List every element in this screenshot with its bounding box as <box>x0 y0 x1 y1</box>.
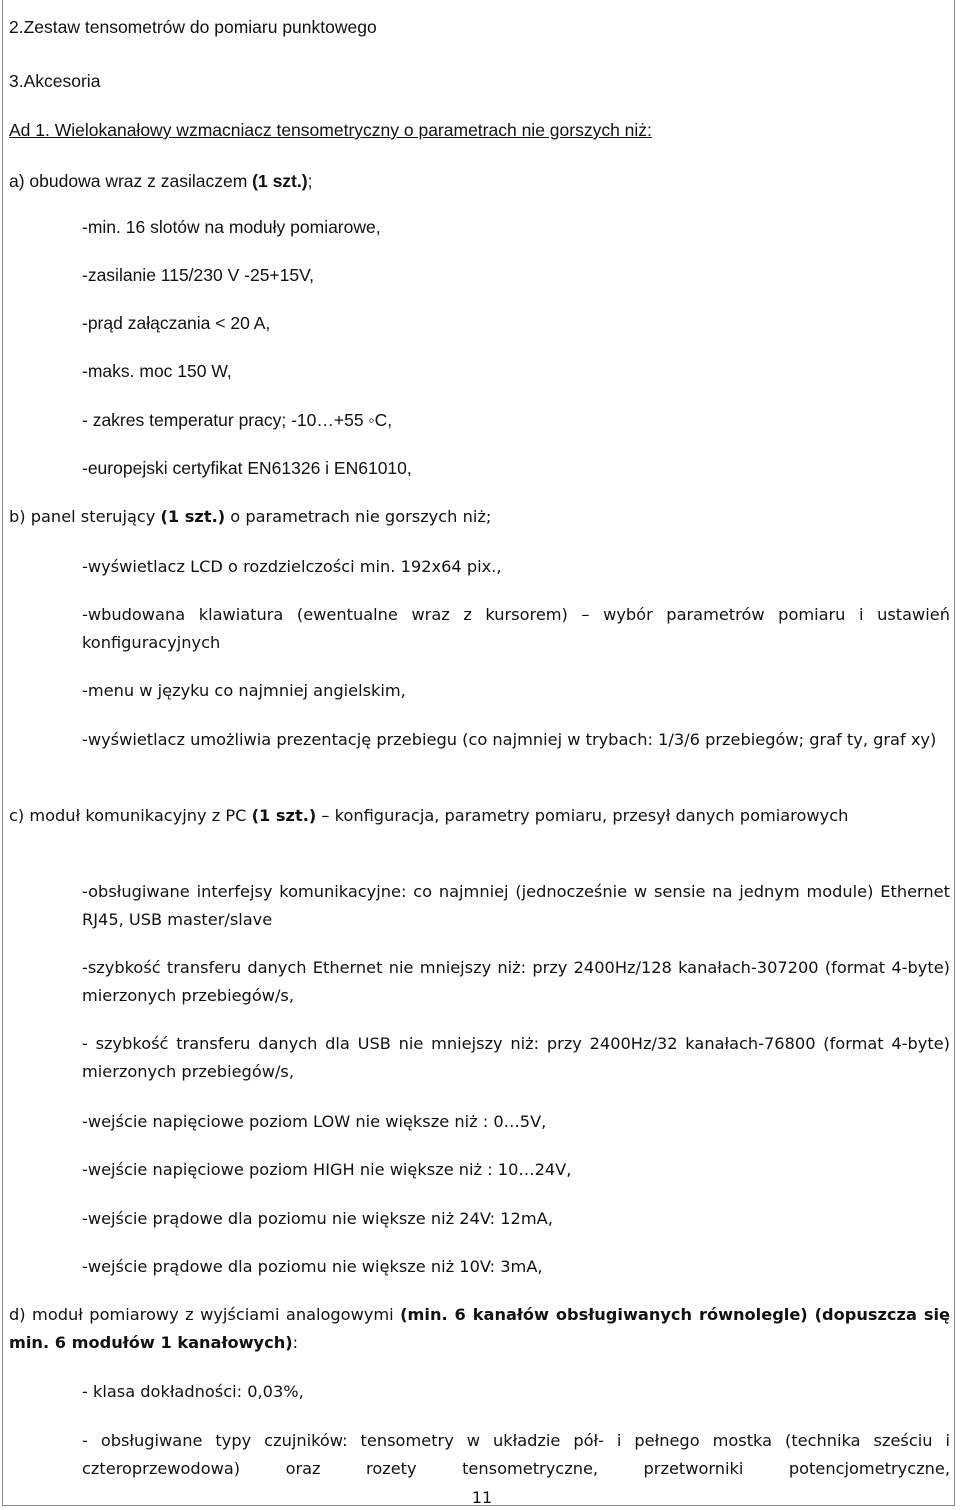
spec-prezentacja: -wyświetlacz umożliwia prezentację przebiegu (co najmniej w trybach: 1/3/6 przebiegów; graf ty, graf xy) <box>82 730 937 749</box>
spec-certyfikat: -europejski certyfikat EN61326 i EN61010, <box>82 458 412 478</box>
spec-interfejsy: -obsługiwane interfejsy komunikacyjne: co najmniej (jednocześnie w sensie na jednym module) Ethernet RJ45, USB master/slave <box>82 882 950 929</box>
item-b-panel: b) panel sterujący (1 szt.) o parametrach nie gorszych niż; <box>9 507 492 526</box>
item-d-modul-pomiarowy: d) moduł pomiarowy z wyjściami analogowymi (min. 6 kanałów obsługiwanych równolegle) (dopuszcza się min. 6 modułów 1 kanałowych): <box>9 1305 950 1352</box>
page-number: 11 <box>471 1488 493 1507</box>
spec-czujniki: - obsługiwane typy czujników: tensometry w układzie pół- i pełnego mostka (technika sześciu i czteroprzewodowa) oraz rozety tensometryczne, przetworniki potencjometryczne, <box>82 1431 950 1478</box>
spec-klasa: - klasa dokładności: 0,03%, <box>82 1382 304 1401</box>
spec-klawiatura: -wbudowana klawiatura (ewentualne wraz z kursorem) – wybór parametrów pomiaru i ustawień konfiguracyjnych <box>82 605 950 652</box>
spec-prad-10v: -wejście prądowe dla poziomu nie większe niż 10V: 3mA, <box>82 1257 543 1276</box>
spec-usb: - szybkość transferu danych dla USB nie mniejszy niż: przy 2400Hz/32 kanałach-76800 (format 4-byte) mierzonych przebiegów/s, <box>82 1034 950 1081</box>
item-c-modul-komunikacyjny: c) moduł komunikacyjny z PC (1 szt.) – konfiguracja, parametry pomiaru, przesył danych pomiarowych <box>9 806 849 825</box>
spec-zasilanie: -zasilanie 115/230 V -25+15V, <box>82 265 315 285</box>
spec-temperatura: - zakres temperatur pracy; -10…+55 ◦C, <box>82 410 393 430</box>
spec-prad-24v: -wejście prądowe dla poziomu nie większe niż 24V: 12mA, <box>82 1209 553 1228</box>
spec-high: -wejście napięciowe poziom HIGH nie większe niż : 10…24V, <box>82 1160 572 1179</box>
item-a-obudowa: a) obudowa wraz z zasilaczem (1 szt.); <box>9 171 313 191</box>
list-item-zestaw-tensometrow: 2.Zestaw tensometrów do pomiaru punktowego <box>9 17 377 37</box>
list-item-akcesoria: 3.Akcesoria <box>9 71 101 91</box>
spec-ethernet: -szybkość transferu danych Ethernet nie mniejszy niż: przy 2400Hz/128 kanałach-307200 (format 4-byte) mierzonych przebiegów/s, <box>82 958 950 1005</box>
spec-moc: -maks. moc 150 W, <box>82 361 232 381</box>
section-heading-ad1: Ad 1. Wielokanałowy wzmacniacz tensometryczny o parametrach nie gorszych niż: <box>9 120 652 140</box>
spec-low: -wejście napięciowe poziom LOW nie większe niż : 0…5V, <box>82 1112 547 1131</box>
spec-sloty: -min. 16 slotów na moduły pomiarowe, <box>82 217 381 237</box>
spec-lcd: -wyświetlacz LCD o rozdzielczości min. 192x64 pix., <box>82 557 502 576</box>
spec-menu: -menu w języku co najmniej angielskim, <box>82 681 406 700</box>
spec-prad-zalaczania: -prąd załączania < 20 A, <box>82 313 271 333</box>
